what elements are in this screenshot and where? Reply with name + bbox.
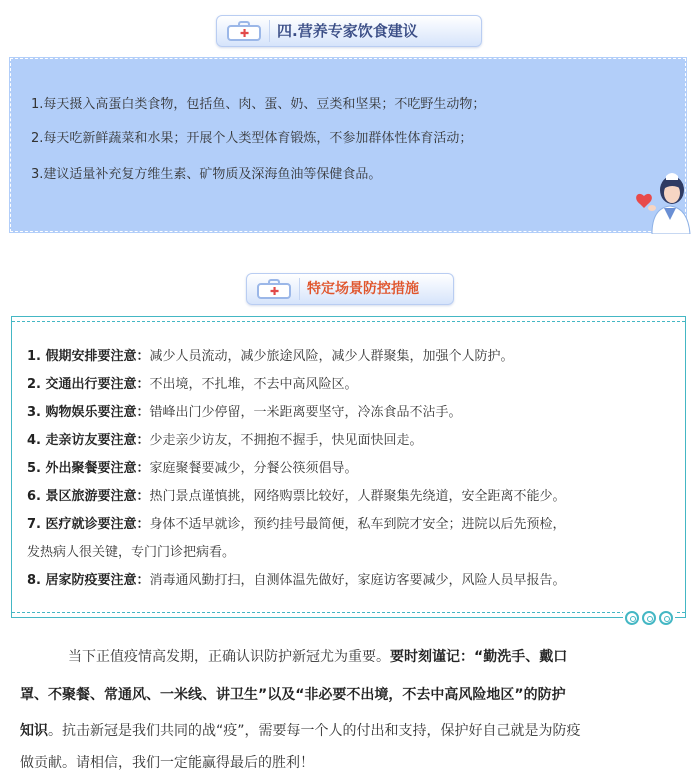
measure-item-continued: 发热病人很关键，专门门诊把病看。 [27, 545, 236, 560]
prevention-measures-box [11, 316, 686, 618]
divider [269, 20, 270, 42]
advice-item: 1.每天摄入高蛋白类食物，包括鱼、肉、蛋、奶、豆类和坚果；不吃野生动物； [31, 97, 486, 112]
closing-line-3: 知识。抗击新冠是我们共同的战“疫”，需要每一个人的付出和支持，保护好自己就是为防疫 [20, 723, 581, 739]
decorative-rings [623, 611, 675, 625]
advice-item: 3.建议适量补充复方维生素、矿物质及深海鱼油等保健食品。 [31, 167, 382, 182]
closing-line-2: 罩、不聚餐、常通风、一米线、讲卫生”以及“非必要不出境，不去中高风险地区”的防护 [20, 687, 566, 703]
dashed-border-bottom [12, 612, 685, 613]
measure-item: 7. 医疗就诊要注意：身体不适早就诊，预约挂号最简便，私车到院才安全；进院以后先预检， [27, 517, 566, 532]
divider [299, 278, 300, 300]
nutrition-advice-box [10, 58, 686, 232]
measure-item: 3. 购物娱乐要注意：错峰出门少停留，一米距离要坚守，冷冻食品不沾手。 [27, 405, 462, 420]
section-header-prevention [246, 273, 454, 305]
measure-item: 6. 景区旅游要注意：热门景点谨慎挑，网络购票比较好，人群聚集先绕道，安全距离不能少。 [27, 489, 566, 504]
section-header-nutrition [216, 15, 482, 47]
first-aid-kit-icon: ✚ [257, 279, 291, 299]
ring-icon [642, 611, 656, 625]
ring-icon [625, 611, 639, 625]
first-aid-kit-icon: ✚ [227, 21, 261, 41]
measure-item: 2. 交通出行要注意：不出境，不扎堆，不去中高风险区。 [27, 377, 358, 392]
closing-line-4: 做贡献。请相信，我们一定能赢得最后的胜利！ [20, 755, 314, 771]
measure-item: 8. 居家防疫要注意：消毒通风勤打扫，自测体温先做好，家庭访客要减少，风险人员早报告。 [27, 573, 566, 588]
ring-icon [659, 611, 673, 625]
section-title: 四.营养专家饮食建议 [277, 22, 418, 40]
measure-item: 4. 走亲访友要注意：少走亲少访友，不拥抱不握手，快见面快回走。 [27, 433, 423, 448]
measure-item: 5. 外出聚餐要注意：家庭聚餐要减少，分餐公筷须倡导。 [27, 461, 358, 476]
measure-item: 1. 假期安排要注意：减少人员流动，减少旅途风险，减少人群聚集，加强个人防护。 [27, 349, 514, 364]
doctor-with-heart-icon [630, 168, 692, 234]
advice-item: 2.每天吃新鲜蔬菜和水果；开展个人类型体育锻炼，不参加群体性体育活动； [31, 131, 473, 146]
closing-line-1: 当下正值疫情高发期，正确认识防护新冠尤为重要。要时刻谨记：“勤洗手、戴口 [68, 649, 568, 665]
section-title: 特定场景防控措施 [307, 281, 419, 297]
dashed-border-top [12, 321, 685, 322]
